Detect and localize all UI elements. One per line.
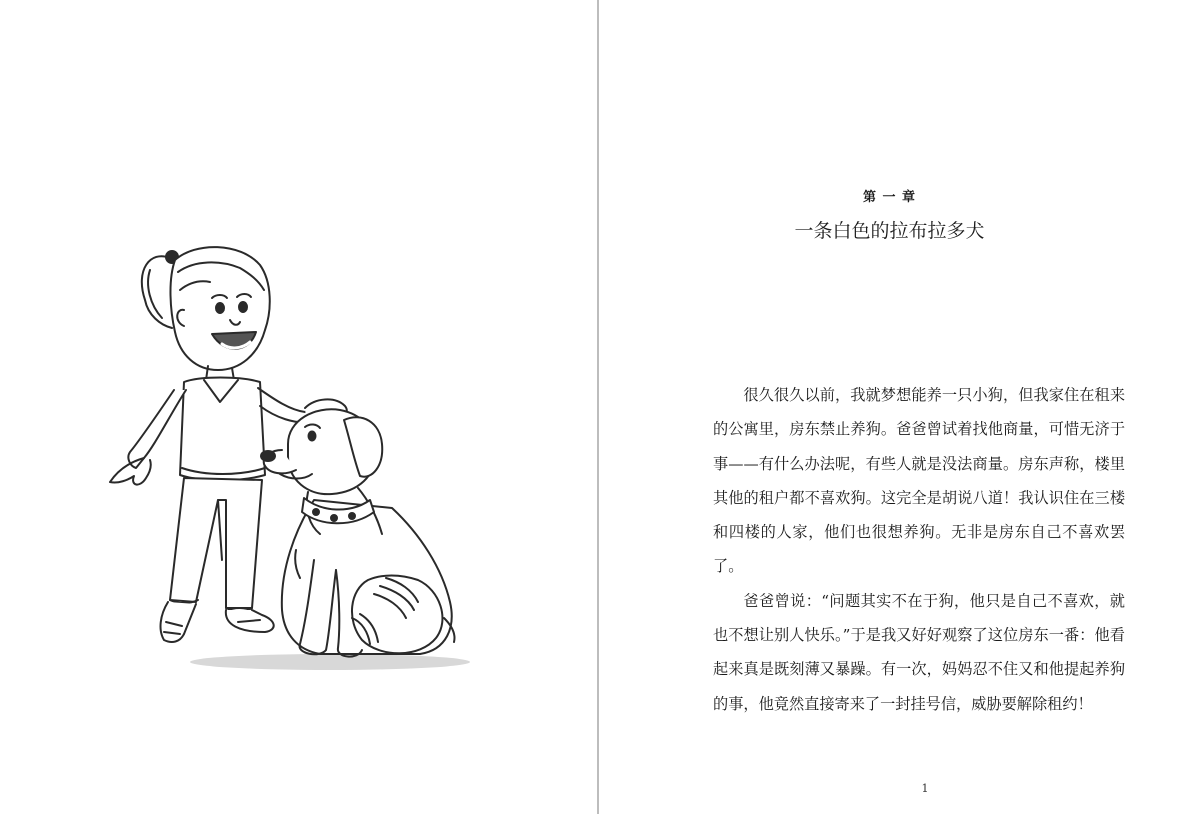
right-page (600, 0, 1179, 814)
girl-and-dog-illustration (100, 230, 470, 670)
page-number: 1 (921, 782, 929, 795)
paragraph: 很久很久以前，我就梦想能养一只小狗，但我家住在租来的公寓里，房东禁止养狗。爸爸曾试着找他商量，可惜无济于事——有什么办法呢，有些人就是没法商量。房东声称，楼里其他的租户都不喜欢狗。这完全是胡说八道！我认识住在三楼和四楼的人家，他们也很想养狗。无非是房东自己不喜欢罢了。 (713, 386, 1125, 576)
page-gutter (597, 0, 599, 814)
body-text (713, 378, 1125, 721)
chapter-label: 第 一 章 (862, 190, 917, 205)
chapter-title: 一条白色的拉布拉多犬 (794, 220, 985, 242)
paragraph: 爸爸曾说：“问题其实不在于狗，他只是自己不喜欢，就也不想让别人快乐。”于是我又好好观察了这位房东一番：他看起来真是既刻薄又暴躁。有一次，妈妈忍不住又和他提起养狗的事，他竟然直接寄来了一封挂号信，威胁要解除租约！ (713, 591, 1125, 713)
